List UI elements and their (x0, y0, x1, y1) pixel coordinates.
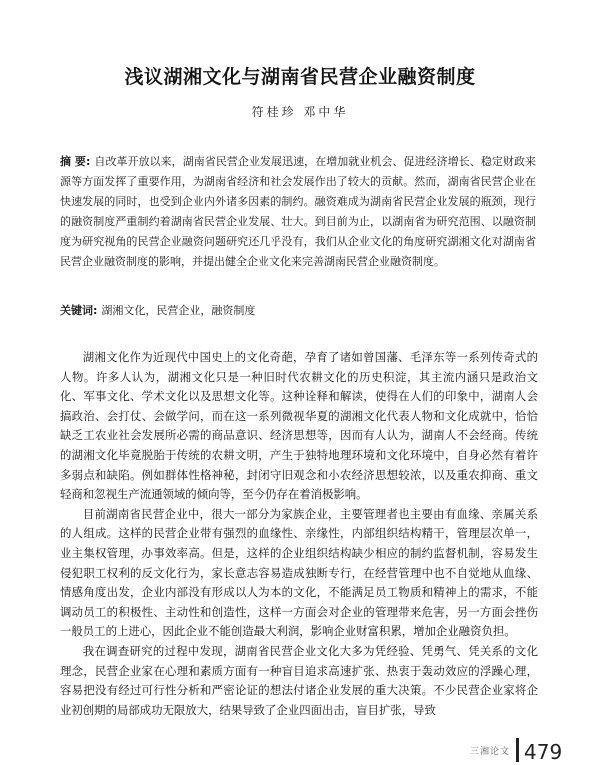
abstract (60, 152, 536, 272)
abstract-text: 自改革开放以来，湖南省民营企业发展迅速，在增加就业机会、促进经济增长、稳定财政来源等方面发挥了重要作用，为湖南省经济和社会发展作出了较大的贡献。然而，湖南省民营企业在快速发展的同时，也受到企业内外诸多因素的制约。融资难成为湖南省民营企业发展的瓶颈，现行的融资制度严重制约着湖南省民营企业发展、壮大。到目前为止，以湖南省为研究范围、以融资制度为研究视角的民营企业融资问题研究还几乎没有，我们从企业文化的角度研究湖湘文化对湖南省民营企业融资制度的影响，并提出健全企业文化来完善湖南民营企业融资制度。 (60, 155, 536, 268)
body-paragraph: 我在调查研究的过程中发现，湖南省民营企业文化大多为凭经验、凭勇气、凭关系的文化理念，民营企业家在心理和素质方面有一种盲目追求高速扩张、热衷于轰动效应的浮躁心理，容易把没有经过可行性分析和严密论证的想法付诸企业发展的重大决策。不少民营企业家将企业初创期的局部成功无限放大，结果导致了企业四面出击，盲目扩张，导致 (60, 643, 538, 717)
footer-journal-name: 三湘论文 (470, 747, 511, 757)
abstract-label: 摘 要: (60, 155, 91, 168)
keywords-label: 关键词: (60, 304, 98, 317)
body-paragraph: 湖湘文化作为近现代中国史上的文化奇葩，孕育了诸如曾国藩、毛泽东等一系列传奇式的人物。许多人认为，湖湘文化只是一种旧时代农耕文化的历史积淀，其主流内涵只是政治文化、军事文化、学术文化以及思想文化等。这种诠释和解读，使得在人们的印象中，湖南人会搞政治、会打仗、会做学问，而在这一系列微视华夏的湖湘文化代表人物和文化成就中，恰恰缺乏工农业社会发展所必需的商品意识、经济思想等，因而有人认为，湖南人不会经商。传统的湖湘文化毕竟脱胎于传统的农耕文明，产生于独特地理环境和文化环境中，自身必然有着许多弱点和缺陷。例如群体性格神秘，封闭守旧观念和小农经济思想较浓，以及重农抑商、重文轻商和忽视生产流通领域的倾向等，至今仍存在着消极影响。 (60, 350, 538, 502)
page-number: 479 (524, 740, 563, 764)
keywords (60, 301, 536, 321)
footer-divider (516, 738, 519, 762)
body-paragraph: 目前湖南省民营企业中，很大一部分为家族企业，主要管理者也主要由有血缘、亲属关系的人组成。这样的民营企业带有强烈的血缘性、亲缘性，内部组织结构精干，管理层次单一，业主集权管理，办事效率高。但是，这样的企业组织结构缺少相应的制约监督机制，容易发生侵犯职工权利的反文化行为，家长意志容易造成独断专行，在经营管理中也不自觉地从血缘、情感角度出发，企业内部没有形成以人为本的文化，不能满足员工物质和精神上的需求，不能调动员工的积极性、主动性和创造性，这样一方面会对企业的管理带来危害，另一方面会挫伤一般员工的上进心，因此企业不能创造最大利润，影响企业财富积累，增加企业融资负担。 (60, 506, 538, 639)
article-title: 浅议湖湘文化与湖南省民营企业融资制度 (124, 66, 476, 88)
article-body (60, 348, 538, 720)
keywords-text: 湖湘文化，民营企业，融资制度 (101, 304, 256, 317)
article-authors: 符桂珍 邓中华 (251, 105, 349, 119)
